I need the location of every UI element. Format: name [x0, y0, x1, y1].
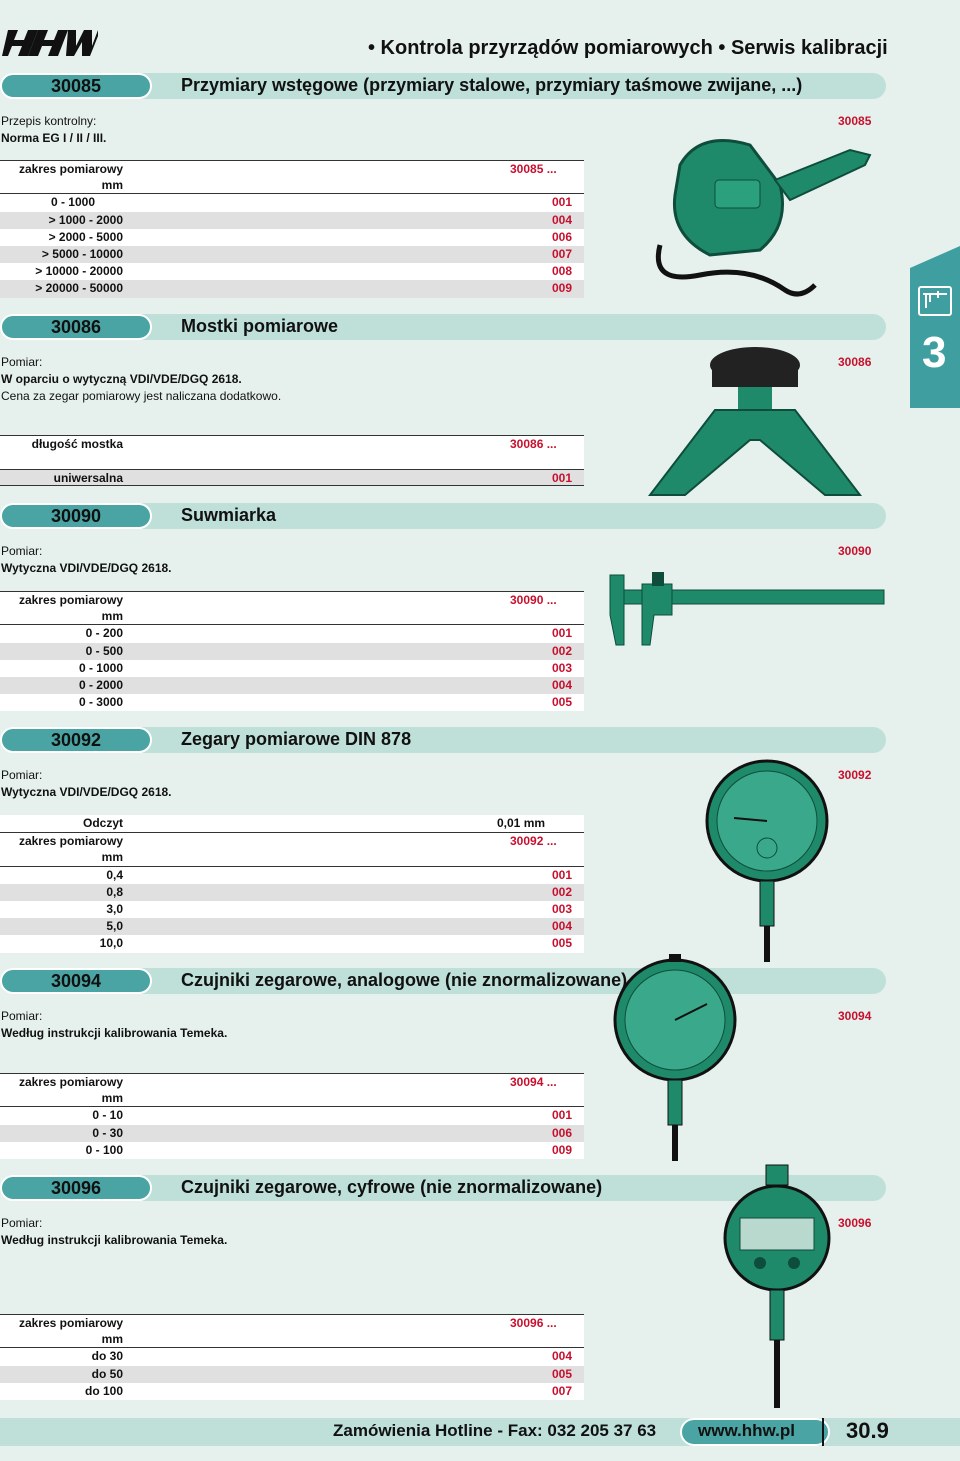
row-range: 0 - 1000	[78, 660, 123, 675]
section-code: 30090	[0, 503, 152, 529]
product-ref: 30094	[838, 1009, 872, 1023]
row-code: 004	[552, 1349, 573, 1364]
table-row	[0, 194, 584, 211]
table-30094	[0, 1073, 584, 1159]
chapter-number: 3	[922, 328, 947, 377]
product-ref: 30096	[838, 1216, 872, 1230]
section-code: 30086	[0, 314, 152, 340]
section-title: Przymiary wstęgowe (przymiary stalowe, przymiary taśmowe zwijane, ...)	[181, 75, 803, 95]
table-row	[0, 1383, 584, 1400]
row-range: 0 - 1000	[50, 195, 95, 210]
row-code: 002	[552, 884, 573, 899]
row-code: 009	[552, 281, 573, 296]
row-code: 001	[552, 195, 573, 210]
caliper-image	[592, 570, 888, 650]
table-row	[0, 901, 584, 918]
table-row	[0, 660, 584, 677]
row-code: 004	[552, 212, 573, 227]
row-code: 003	[552, 660, 573, 675]
table-row	[0, 867, 584, 884]
hhw-logo	[2, 28, 98, 58]
table-row	[0, 1348, 584, 1365]
row-code: 004	[552, 677, 573, 692]
section-title: Zegary pomiarowe DIN 878	[181, 729, 412, 749]
row-code: 004	[552, 919, 573, 934]
measurement-label: Pomiar:	[1, 355, 43, 369]
row-code: 002	[552, 643, 573, 658]
unit-label: mm	[101, 178, 123, 193]
unit-label: mm	[101, 1091, 123, 1106]
product-ref: 30086	[838, 355, 872, 369]
table-30096	[0, 1314, 584, 1400]
row-range: do 100	[84, 1383, 123, 1398]
header-label: zakres pomiarowy	[18, 1075, 123, 1089]
measurement-label: Pomiar:	[1, 768, 43, 782]
section-title: Suwmiarka	[181, 505, 277, 525]
measuring-bridge-image	[640, 345, 870, 500]
unit-label: mm	[101, 609, 123, 624]
table-row	[0, 280, 584, 297]
header-label: długość mostka	[31, 437, 123, 451]
chapter-tab	[910, 246, 960, 408]
table-header-row	[0, 160, 584, 177]
measurement-guideline: Według instrukcji kalibrowania Temeka.	[1, 1233, 228, 1247]
row-code: 008	[552, 264, 573, 279]
row-code: 001	[552, 471, 573, 485]
row-range: > 1000 - 2000	[48, 212, 123, 227]
row-range: 10,0	[99, 936, 123, 951]
row-range: > 2000 - 5000	[48, 229, 123, 244]
page-number: 30.9	[846, 1418, 889, 1443]
table-row	[0, 625, 584, 642]
table-unit-row	[0, 608, 584, 625]
header-code: 30086 ...	[510, 437, 557, 451]
table-row	[0, 643, 584, 660]
measurement-guideline: Wytyczna VDI/VDE/DGQ 2618.	[1, 785, 172, 799]
table-header-row	[0, 591, 584, 608]
inspection-label: Przepis kontrolny:	[1, 114, 97, 128]
section-bar-30086	[0, 314, 886, 340]
row-code: 001	[552, 867, 573, 882]
section-bar-30090	[0, 503, 886, 529]
row-range: 0,8	[106, 884, 123, 899]
section-bar-30094	[0, 968, 886, 994]
table-unit-row	[0, 1331, 584, 1348]
table-row	[0, 263, 584, 280]
tape-measure-image	[640, 125, 880, 305]
row-code: 007	[552, 1383, 573, 1398]
unit-label: mm	[101, 1332, 123, 1347]
table-30092	[0, 815, 584, 953]
table-header-row	[0, 832, 584, 849]
row-range: 5,0	[106, 919, 123, 934]
header-code: 30090 ...	[510, 593, 557, 607]
product-ref: 30085	[838, 114, 872, 128]
table-header-row	[0, 435, 584, 469]
row-range: 0 - 500	[85, 643, 123, 658]
table-row	[0, 246, 584, 263]
table-reading-row	[0, 815, 584, 832]
table-row	[0, 694, 584, 711]
table-unit-row	[0, 177, 584, 194]
row-code: 001	[552, 626, 573, 641]
caliper-icon	[918, 286, 952, 316]
dial-gauge-image	[704, 758, 830, 964]
row-range: do 30	[91, 1349, 123, 1364]
row-range: do 50	[91, 1366, 123, 1381]
measurement-guideline: Wytyczna VDI/VDE/DGQ 2618.	[1, 561, 172, 575]
page-header-title: • Kontrola przyrządów pomiarowych • Serwis kalibracji	[368, 37, 888, 59]
row-range: 0,4	[106, 867, 123, 882]
header-label: zakres pomiarowy	[18, 1316, 123, 1330]
table-row	[0, 1366, 584, 1383]
table-30085	[0, 160, 584, 298]
section-title: Czujniki zegarowe, cyfrowe (nie znormalizowane)	[181, 1177, 603, 1197]
section-code: 30085	[0, 73, 152, 99]
row-code: 007	[552, 246, 573, 261]
row-range: 0 - 3000	[78, 695, 123, 710]
table-row	[0, 469, 584, 486]
measurement-guideline: Według instrukcji kalibrowania Temeka.	[1, 1026, 228, 1040]
header-label: zakres pomiarowy	[18, 162, 123, 176]
inspection-norm: Norma EG I / II / III.	[1, 131, 107, 145]
table-row	[0, 1125, 584, 1142]
row-code: 003	[552, 901, 573, 916]
section-code: 30096	[0, 1175, 152, 1201]
row-range: 0 - 30	[92, 1125, 123, 1140]
row-range: > 20000 - 50000	[35, 281, 123, 296]
section-bar-30092	[0, 727, 886, 753]
table-header-row	[0, 1073, 584, 1090]
table-row	[0, 1107, 584, 1124]
row-range: > 10000 - 20000	[35, 264, 123, 279]
measurement-label: Pomiar:	[1, 1009, 43, 1023]
header-code: 30096 ...	[510, 1316, 557, 1330]
header-code: 30092 ...	[510, 834, 557, 849]
row-code: 001	[552, 1108, 573, 1123]
table-30090	[0, 591, 584, 711]
measurement-label: Pomiar:	[1, 544, 43, 558]
analog-indicator-image	[612, 952, 738, 1164]
row-range: > 5000 - 10000	[41, 246, 123, 261]
section-code: 30092	[0, 727, 152, 753]
section-bar-30085	[0, 73, 886, 99]
digital-indicator-image	[722, 1163, 832, 1411]
product-ref: 30090	[838, 544, 872, 558]
row-code: 006	[552, 229, 573, 244]
footer-divider	[822, 1418, 824, 1446]
table-row	[0, 1142, 584, 1159]
row-range: 3,0	[106, 901, 123, 916]
header-label: zakres pomiarowy	[18, 593, 123, 607]
table-row	[0, 918, 584, 935]
header-code: 30085 ...	[510, 162, 557, 176]
table-row	[0, 229, 584, 246]
table-unit-row	[0, 849, 584, 866]
product-ref: 30092	[838, 768, 872, 782]
row-code: 009	[552, 1142, 573, 1157]
table-row	[0, 677, 584, 694]
measurement-label: Pomiar:	[1, 1216, 43, 1230]
price-note: Cena za zegar pomiarowy jest naliczana dodatkowo.	[1, 389, 282, 403]
measurement-guideline: W oparciu o wytyczną VDI/VDE/DGQ 2618.	[1, 372, 242, 386]
footer-website[interactable]: www.hhw.pl	[698, 1421, 795, 1440]
row-range: 0 - 100	[85, 1142, 123, 1157]
section-code: 30094	[0, 968, 152, 994]
table-header-row	[0, 1314, 584, 1331]
header-label: zakres pomiarowy	[18, 834, 123, 849]
footer-hotline: Zamówienia Hotline - Fax: 032 205 37 63	[333, 1421, 657, 1440]
row-range: uniwersalna	[53, 471, 123, 485]
table-row	[0, 884, 584, 901]
table-unit-row	[0, 1090, 584, 1107]
section-title: Mostki pomiarowe	[181, 316, 339, 336]
table-30086	[0, 435, 584, 486]
reading-label: Odczyt	[82, 816, 123, 830]
row-code: 005	[552, 695, 573, 710]
section-title: Czujniki zegarowe, analogowe (nie znormalizowane)	[181, 970, 628, 990]
row-range: 0 - 200	[85, 626, 123, 641]
row-range: 0 - 2000	[78, 677, 123, 692]
table-row	[0, 212, 584, 229]
row-code: 005	[552, 936, 573, 951]
reading-value: 0,01 mm	[497, 816, 546, 830]
header-code: 30094 ...	[510, 1075, 557, 1089]
row-code: 006	[552, 1125, 573, 1140]
row-range: 0 - 10	[92, 1108, 123, 1123]
table-row	[0, 935, 584, 952]
unit-label: mm	[101, 850, 123, 865]
row-code: 005	[552, 1366, 573, 1381]
